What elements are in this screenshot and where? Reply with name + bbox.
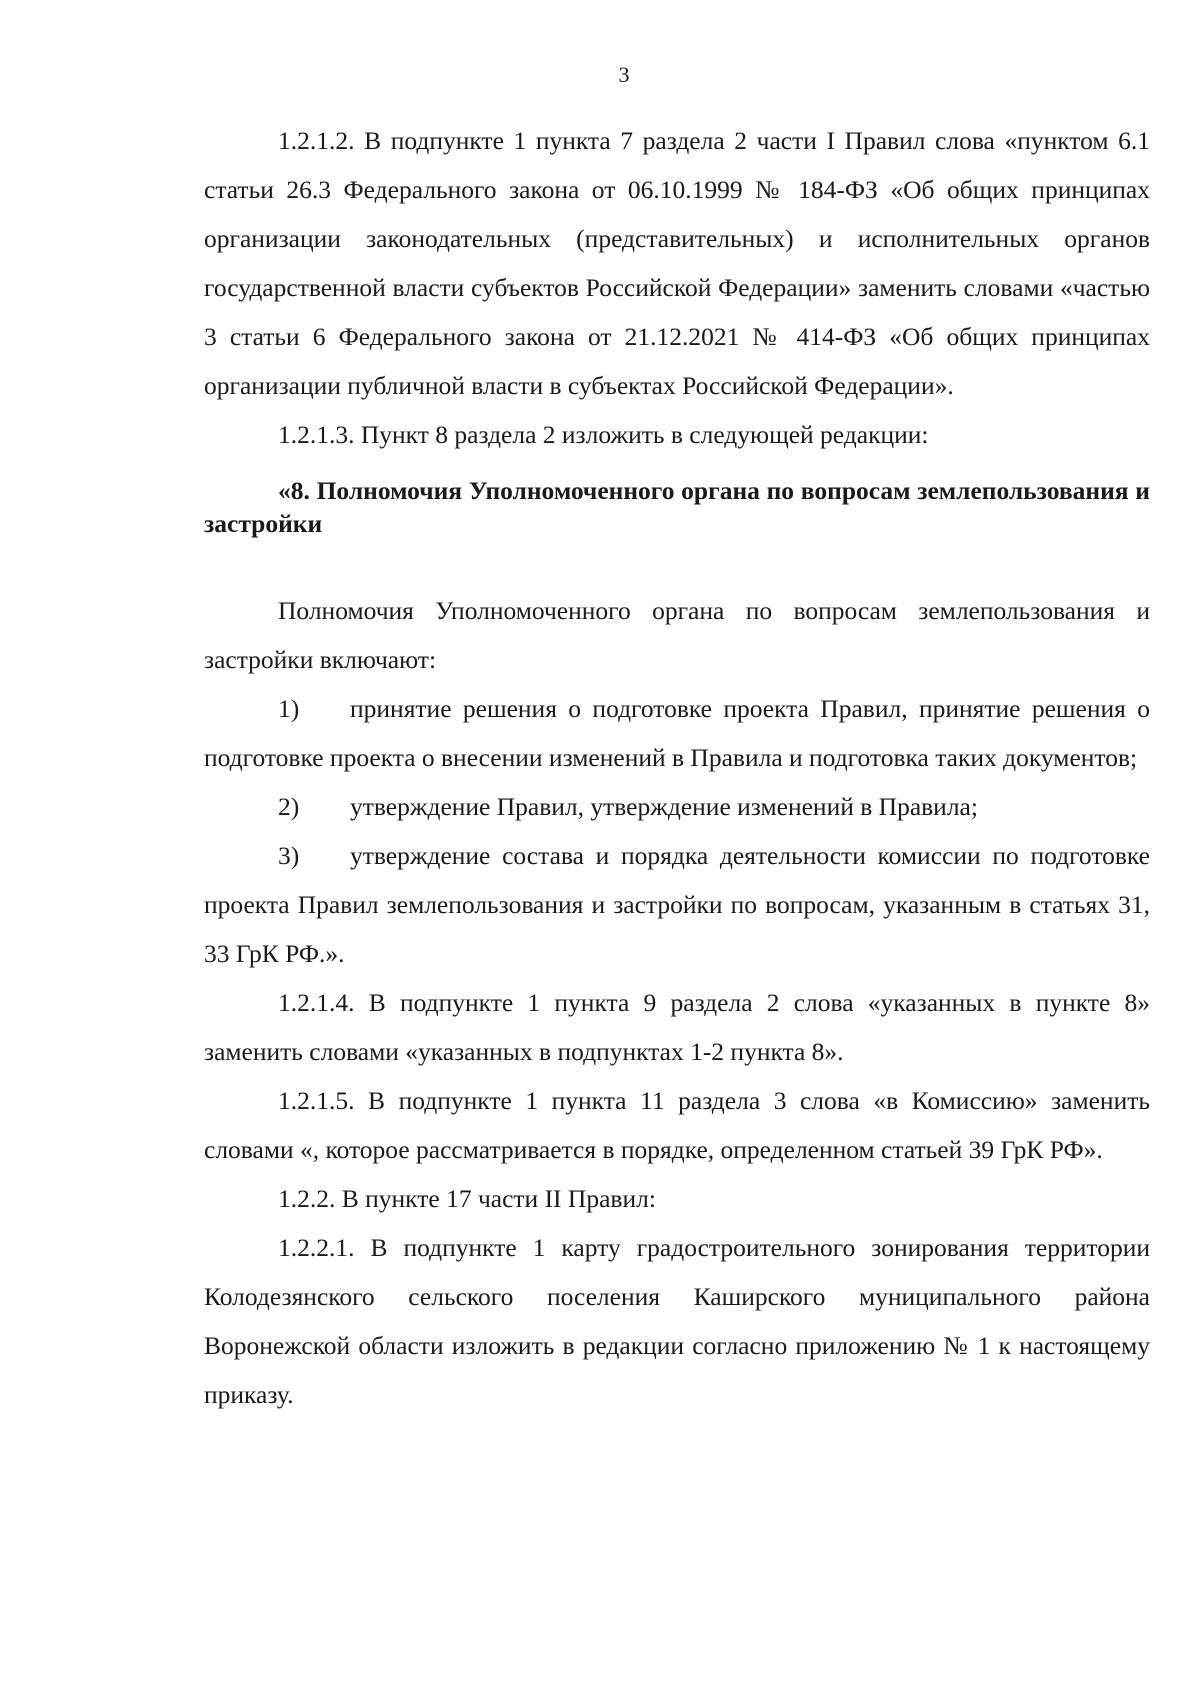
list-item-number: 1) <box>278 694 300 723</box>
paragraph-1-2-2: 1.2.2. В пункте 17 части II Правил: <box>278 1184 656 1213</box>
list-item-2 <box>204 782 1150 831</box>
list-item-text: принятие решения о подготовке проекта Правил, принятие решения о подготовке проекта о внесении изменений в Правила и подготовка таких документов; <box>204 694 1150 772</box>
paragraph-1-2-1-4: 1.2.1.4. В подпункте 1 пункта 9 раздела 2 слова «указанных в пункте 8» заменить словами «указанных в подпунктах 1-2 пункта 8». <box>204 988 1150 1066</box>
list-item-3 <box>204 831 1150 978</box>
paragraph-1-2-1-5: 1.2.1.5. В подпункте 1 пункта 11 раздела 3 слова «в Комиссию» заменить словами «, которое рассматривается в порядке, определенном статьей 39 ГрК РФ». <box>204 1086 1150 1164</box>
list-item-1 <box>204 684 1150 782</box>
page-number: 3 <box>618 62 630 87</box>
list-item-number: 2) <box>278 792 300 821</box>
paragraph-powers-intro: Полномочия Уполномоченного органа по вопросам землепользования и застройки включают: <box>204 596 1150 674</box>
list-item-text: утверждение Правил, утверждение изменений в Правила; <box>350 792 978 821</box>
paragraph-1-2-1-3: 1.2.1.3. Пункт 8 раздела 2 изложить в следующей редакции: <box>278 420 929 449</box>
document-body <box>204 116 1150 1419</box>
list-item-text: утверждение состава и порядка деятельности комиссии по подготовке проекта Правил землепользования и застройки по вопросам, указанным в статьях 31, 33 ГрК РФ.». <box>204 841 1150 968</box>
paragraph-1-2-1-2: 1.2.1.2. В подпункте 1 пункта 7 раздела 2 части I Правил слова «пунктом 6.1 статьи 26.3 Федерального закона от 06.10.1999 № 184-ФЗ «Об общих принципах организации законодательных (представительных) и исполнительных органов государственной власти субъектов Российской Федерации» заменить словами «частью 3 статьи 6 Федерального закона от 21.12.2021 № 414-ФЗ «Об общих принципах организации публичной власти в субъектах Российской Федерации». <box>204 126 1150 400</box>
list-item-number: 3) <box>278 841 300 870</box>
paragraph-1-2-2-1: 1.2.2.1. В подпункте 1 карту градостроительного зонирования территории Колодезянского сельского поселения Каширского муниципального района Воронежской области изложить в редакции согласно приложению № 1 к настоящему приказу. <box>204 1233 1150 1409</box>
section-heading-8: «8. Полномочия Уполномоченного органа по вопросам землепользования и застройки <box>204 476 1150 538</box>
